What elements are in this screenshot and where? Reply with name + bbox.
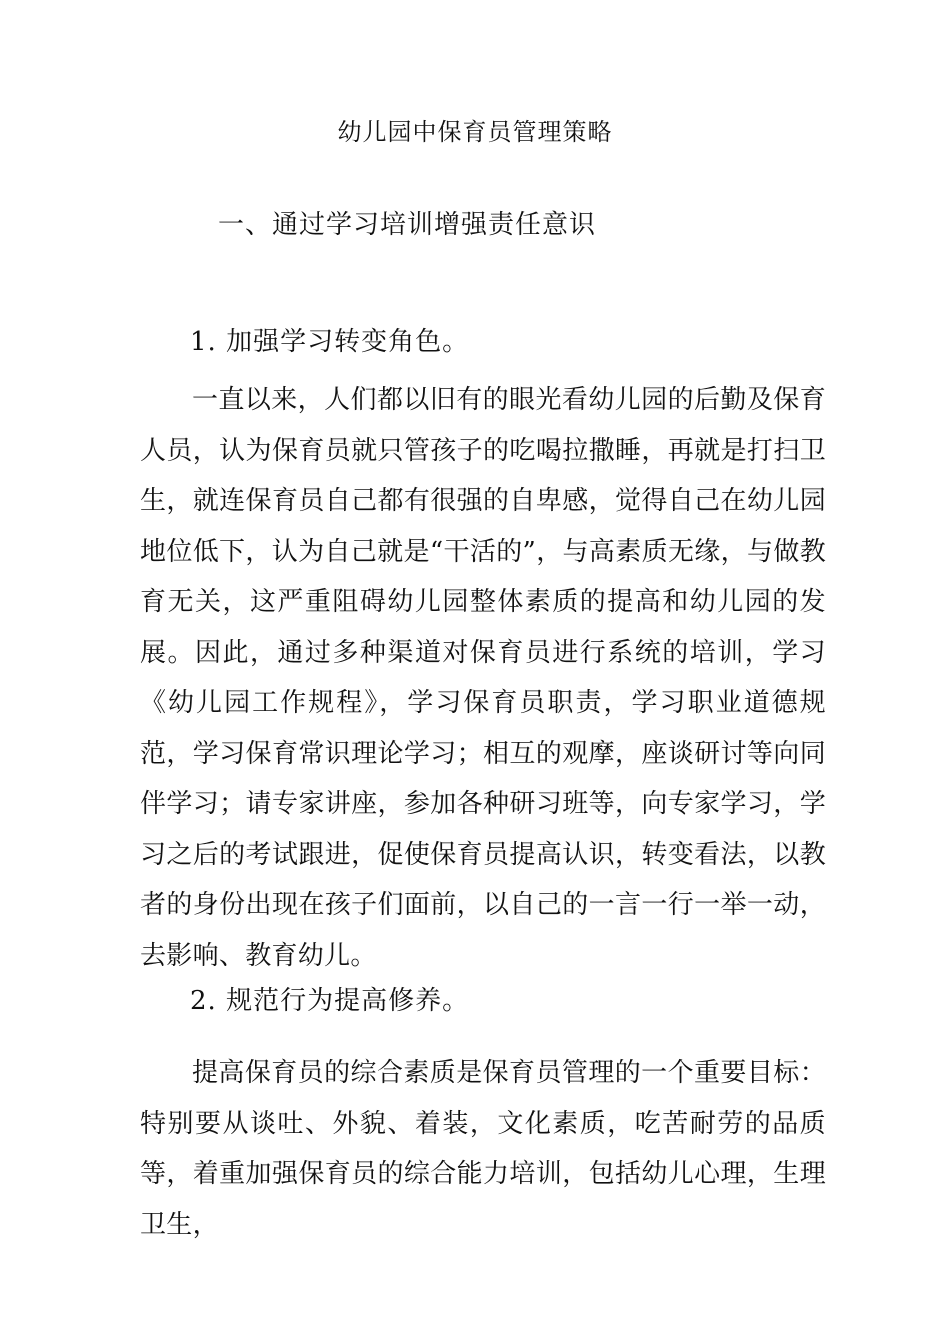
paragraph-1: 一直以来，人们都以旧有的眼光看幼儿园的后勤及保育人员，认为保育员就只管孩子的吃喝拉撒睡，再就是打扫卫生，就连保育员自己都有很强的自卑感，觉得自己在幼儿园地位低下，认为自己就是“干活的”，与高素质无缘，与做教育无关，这严重阻碍幼儿园整体素质的提高和幼儿园的发展。因此，通过多种渠道对保育员进行系统的培训，学习《幼儿园工作规程》，学习保育员职责，学习职业道德规范，学习保育常识理论学习；相互的观摩，座谈研讨等向同伴学习；请专家讲座，参加各种研习班等，向专家学习，学习之后的考试跟进，促使保育员提高认识，转变看法，以教者的身份出现在孩子们面前，以自己的一言一行一举一动，去影响、教育幼儿。 — [140, 385, 826, 971]
document-title: 幼儿园中保育员管理策略 — [337, 118, 613, 146]
paragraph-2: 提高保育员的综合素质是保育员管理的一个重要目标：特别要从谈吐、外貌、着装，文化素质，吃苦耐劳的品质等，着重加强保育员的综合能力培训，包括幼儿心理，生理卫生， — [140, 1058, 826, 1240]
subsection-heading-2: 2. 规范行为提高修养。 — [190, 986, 470, 1016]
subsection-heading-1: 1. 加强学习转变角色。 — [190, 327, 470, 357]
section-heading: 一、通过学习培训增强责任意识 — [218, 210, 597, 240]
